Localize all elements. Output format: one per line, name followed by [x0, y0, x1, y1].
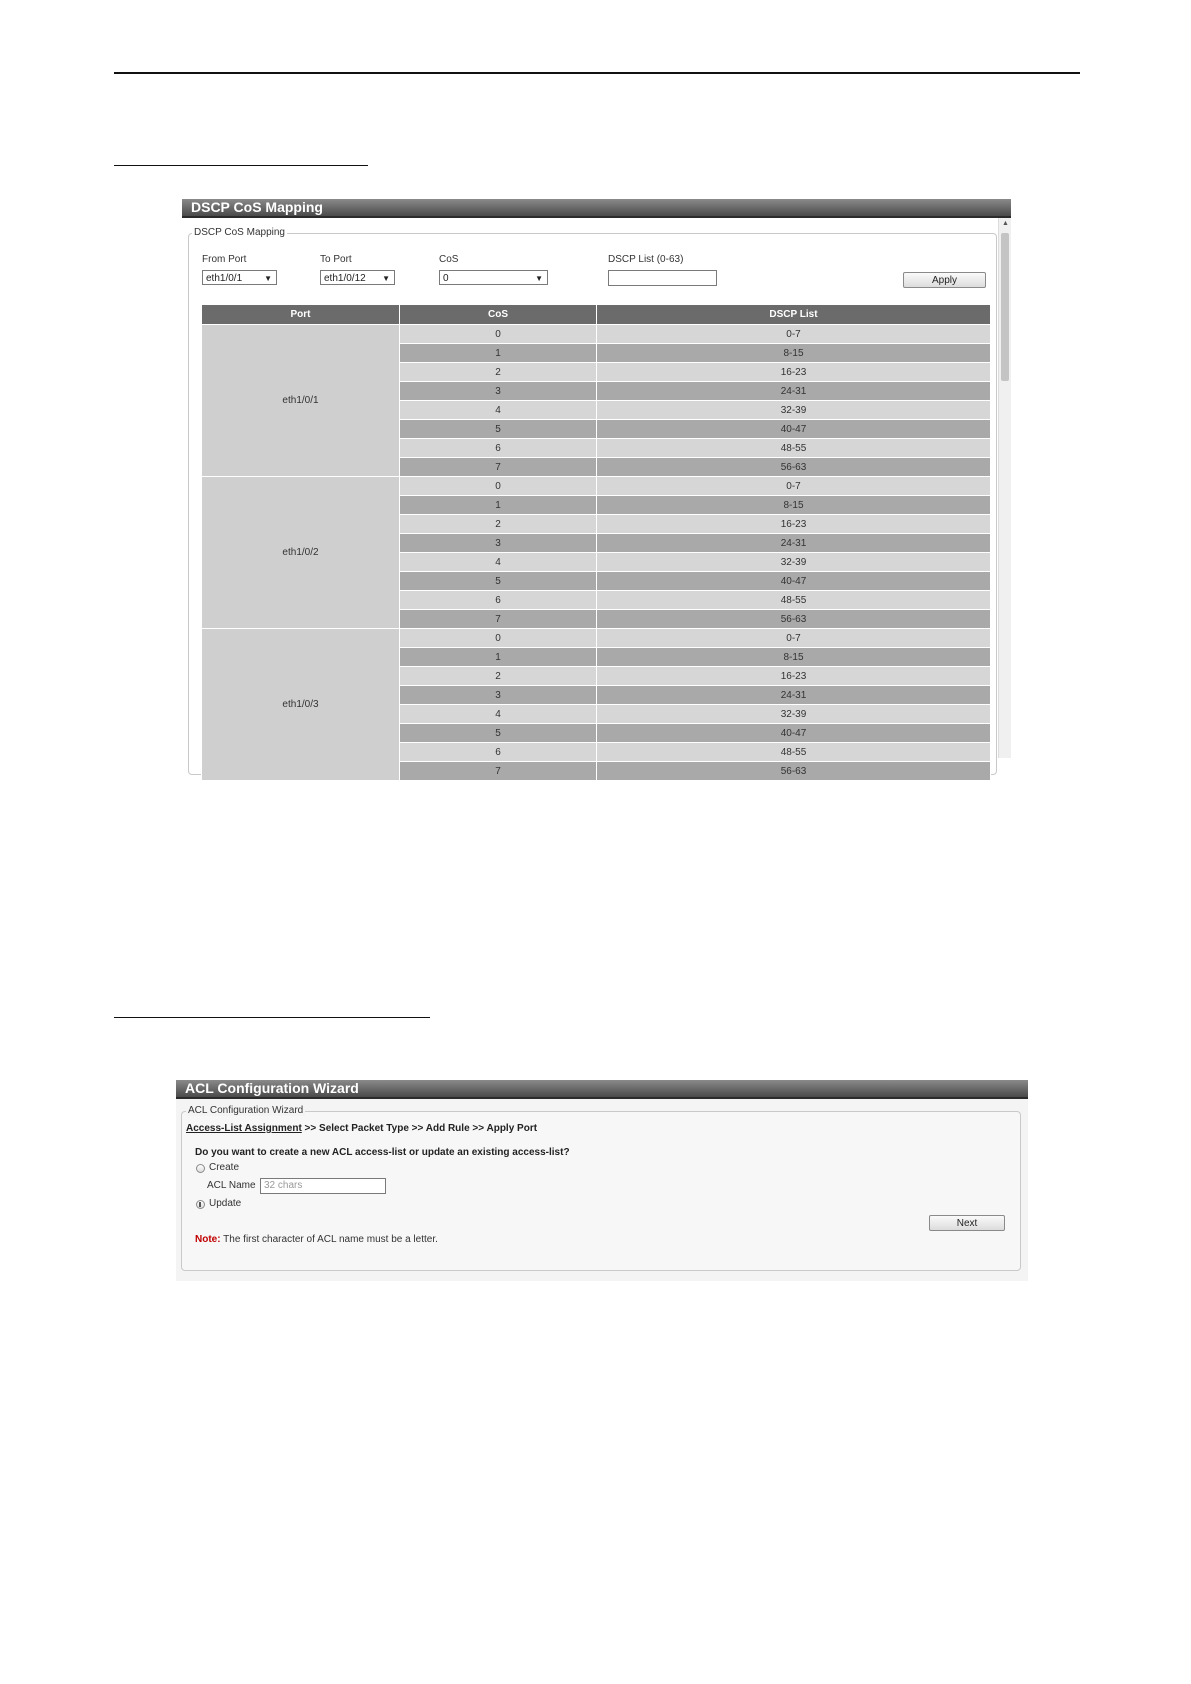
port-cell: eth1/0/3	[202, 629, 400, 781]
chevron-down-icon: ▼	[535, 274, 543, 283]
cos-cell: 1	[400, 648, 597, 667]
dscp-list-cell: 40-47	[597, 724, 991, 743]
dscp-list-cell: 32-39	[597, 401, 991, 420]
dscp-list-cell: 24-31	[597, 686, 991, 705]
dscp-list-cell: 0-7	[597, 325, 991, 344]
panel-title	[176, 1080, 1028, 1097]
apply-button[interactable]: Apply	[903, 272, 986, 288]
cos-cell: 3	[400, 534, 597, 553]
dscp-list-cell: 8-15	[597, 648, 991, 667]
table-row	[202, 477, 991, 496]
cos-cell: 0	[400, 325, 597, 344]
wizard-breadcrumb	[186, 1123, 537, 1134]
panel-title-text: DSCP CoS Mapping	[191, 199, 323, 215]
port-cell: eth1/0/2	[202, 477, 400, 629]
cos-cell: 1	[400, 496, 597, 515]
to-port-label: To Port	[320, 254, 352, 265]
breadcrumb-current-step[interactable]: Access-List Assignment	[186, 1123, 302, 1134]
cos-cell: 4	[400, 553, 597, 572]
dscp-list-cell: 32-39	[597, 553, 991, 572]
update-label: Update	[209, 1198, 242, 1209]
table-row	[202, 629, 991, 648]
wizard-question: Do you want to create a new ACL access-list or update an existing access-list?	[195, 1147, 570, 1158]
dscp-list-cell: 48-55	[597, 743, 991, 762]
acl-name-input[interactable]: 32 chars	[260, 1178, 386, 1194]
page-header-rule	[114, 72, 1080, 74]
cos-cell: 4	[400, 705, 597, 724]
cos-cell: 2	[400, 363, 597, 382]
note-text	[195, 1234, 438, 1245]
dscp-list-cell: 24-31	[597, 382, 991, 401]
cos-cell: 5	[400, 724, 597, 743]
dscp-list-cell: 0-7	[597, 629, 991, 648]
cos-cell: 6	[400, 591, 597, 610]
scrollbar-thumb[interactable]	[1001, 233, 1009, 381]
column-header-port: Port	[202, 305, 400, 325]
dscp-list-cell: 16-23	[597, 667, 991, 686]
panel-title-text: ACL Configuration Wizard	[185, 1080, 359, 1096]
from-port-label: From Port	[202, 254, 247, 265]
dscp-list-cell: 40-47	[597, 572, 991, 591]
cos-cell: 3	[400, 382, 597, 401]
dscp-list-cell: 32-39	[597, 705, 991, 724]
note-prefix: Note:	[195, 1234, 221, 1245]
cos-cell: 2	[400, 515, 597, 534]
chevron-down-icon: ▼	[264, 274, 272, 283]
cos-cell: 5	[400, 572, 597, 591]
fieldset-legend: DSCP CoS Mapping	[194, 227, 285, 238]
dscp-list-cell: 0-7	[597, 477, 991, 496]
dscp-list-cell: 16-23	[597, 515, 991, 534]
acl-name-label: ACL Name	[207, 1180, 256, 1191]
from-port-value: eth1/0/1	[206, 273, 243, 284]
from-port-select[interactable]	[202, 270, 277, 285]
dscp-list-cell: 8-15	[597, 344, 991, 363]
dscp-list-label: DSCP List (0-63)	[608, 254, 684, 265]
dscp-cos-mapping-panel	[182, 199, 1011, 777]
update-radio[interactable]	[196, 1200, 205, 1209]
column-header-cos: CoS	[400, 305, 597, 325]
note-body: The first character of ACL name must be a letter.	[220, 1234, 438, 1245]
cos-cell: 7	[400, 610, 597, 629]
cos-cell: 0	[400, 629, 597, 648]
cos-cell: 6	[400, 439, 597, 458]
vertical-scrollbar[interactable]	[998, 218, 1011, 758]
cos-cell: 7	[400, 458, 597, 477]
fieldset-legend: ACL Configuration Wizard	[188, 1105, 304, 1116]
create-label: Create	[209, 1162, 240, 1173]
panel-title	[182, 199, 1011, 216]
port-cell: eth1/0/1	[202, 325, 400, 477]
cos-cell: 1	[400, 344, 597, 363]
to-port-select[interactable]	[320, 270, 395, 285]
dscp-list-cell: 24-31	[597, 534, 991, 553]
cos-cell: 5	[400, 420, 597, 439]
cos-select[interactable]	[439, 270, 548, 285]
breadcrumb-remaining-steps: >> Select Packet Type >> Add Rule >> Apply Port	[301, 1123, 538, 1134]
dscp-cos-table	[201, 304, 991, 781]
dscp-list-cell: 40-47	[597, 420, 991, 439]
acl-configuration-wizard-panel	[176, 1080, 1028, 1281]
dscp-list-cell: 48-55	[597, 439, 991, 458]
dscp-list-cell: 56-63	[597, 762, 991, 781]
dscp-list-cell: 56-63	[597, 458, 991, 477]
cos-cell: 6	[400, 743, 597, 762]
to-port-value: eth1/0/12	[324, 273, 366, 284]
chevron-down-icon: ▼	[382, 274, 390, 283]
dscp-list-cell: 8-15	[597, 496, 991, 515]
cos-cell: 3	[400, 686, 597, 705]
section-heading-rule	[114, 165, 368, 166]
column-header-dscp-list: DSCP List	[597, 305, 991, 325]
cos-value: 0	[443, 273, 449, 284]
cos-label: CoS	[439, 254, 459, 265]
dscp-list-input[interactable]	[608, 270, 717, 286]
cos-cell: 4	[400, 401, 597, 420]
scroll-up-arrow-icon[interactable]: ▲	[1002, 220, 1009, 227]
next-button[interactable]: Next	[929, 1215, 1005, 1231]
dscp-list-cell: 48-55	[597, 591, 991, 610]
cos-cell: 0	[400, 477, 597, 496]
cos-cell: 7	[400, 762, 597, 781]
dscp-list-cell: 16-23	[597, 363, 991, 382]
table-row	[202, 325, 991, 344]
table-header-row	[202, 305, 991, 325]
section-heading-rule	[114, 1017, 430, 1018]
cos-cell: 2	[400, 667, 597, 686]
create-radio[interactable]	[196, 1164, 205, 1173]
dscp-list-cell: 56-63	[597, 610, 991, 629]
